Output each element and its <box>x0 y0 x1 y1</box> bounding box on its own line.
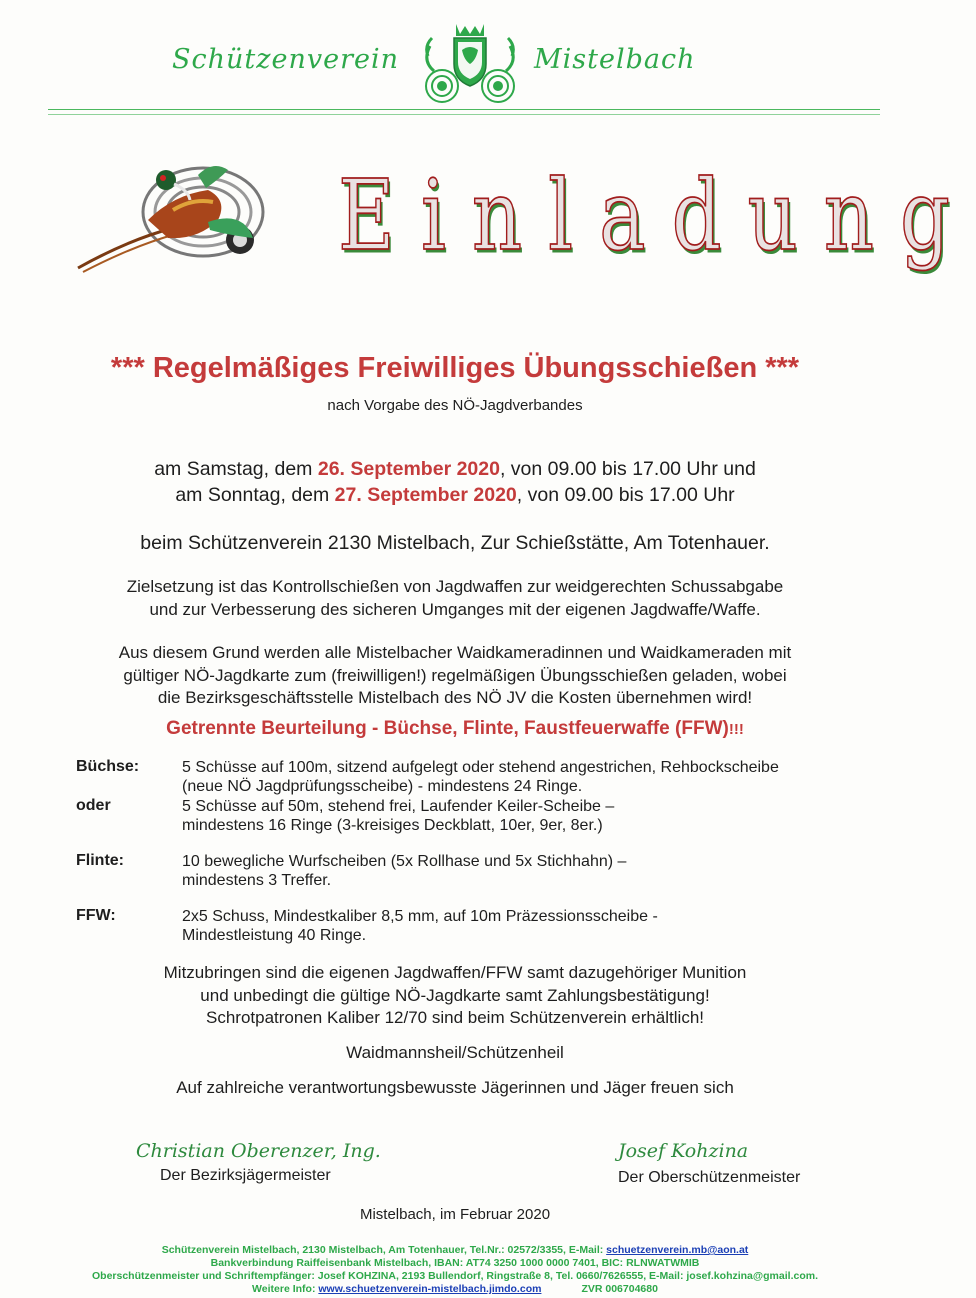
reason-line: gültiger NÖ-Jagdkarte zum (freiwilligen!) regelmäßigen Übungsschießen geladen, wobei <box>123 665 787 685</box>
signature-right-role: Der Oberschützenmeister <box>618 1169 801 1186</box>
rule-line: Mindestleistung 40 Ringe. <box>182 927 367 944</box>
closing-line: Auf zahlreiche verantwortungsbewusste Jägerinnen und Jäger freuen sich <box>176 1078 734 1097</box>
assessment-heading-suffix: !!! <box>728 721 744 738</box>
goal-line: Zielsetzung ist das Kontrollschießen von Jagdwaffen zur weidgerechten Schussabgabe <box>126 577 784 596</box>
rule-line: (neue NÖ Jagdprüfungsscheibe) - mindestens 24 Ringe. <box>182 778 583 795</box>
footer-line-bank: Bankverbindung Raiffeisenbank Mistelbach, IBAN: AT74 3250 1000 0000 7401, BIC: RLNWATWMIB <box>210 1257 700 1269</box>
rule-line: 10 bewegliche Wurfscheiben (5x Rollhase und 5x Stichhahn) – <box>182 853 627 870</box>
date-saturday: 26. September 2020 <box>317 458 500 480</box>
footer-website-link[interactable]: www.schuetzenverein-mistelbach.jimdo.com <box>318 1283 542 1295</box>
bring-line: Mitzubringen sind die eigenen Jagdwaffen/FFW samt dazugehöriger Munition <box>163 963 747 982</box>
event-subheadline: nach Vorgabe des NÖ-Jagdverbandes <box>327 397 583 414</box>
rule-label-oder: oder <box>76 797 111 814</box>
reason-line: Aus diesem Grund werden alle Mistelbacher Waidkameradinnen und Waidkameraden mit <box>118 643 792 662</box>
rule-label-buechse: Büchse: <box>76 758 140 775</box>
date-prefix: am Sonntag, dem <box>175 484 335 506</box>
signature-left: Christian Oberenzer, Ing. <box>136 1140 381 1162</box>
rule-label-flinte: Flinte: <box>76 852 124 869</box>
date-prefix: am Samstag, dem <box>154 458 318 480</box>
place-date: Mistelbach, im Februar 2020 <box>359 1206 551 1223</box>
rule-text-flinte <box>182 852 882 890</box>
event-dates <box>0 456 910 508</box>
page-title: Einladung <box>338 160 976 273</box>
bring-paragraph <box>0 962 910 1030</box>
footer-zvr: ZVR 006704680 <box>581 1283 658 1295</box>
footer-line-contact <box>0 1244 910 1257</box>
date-line-sunday <box>0 482 910 508</box>
goal-line: und zur Verbesserung des sicheren Umganges mit der eigenen Jagdwaffe/Waffe. <box>149 599 761 619</box>
rule-text-buechse <box>182 758 882 796</box>
footer-email-link[interactable]: schuetzenverein.mb@aon.at <box>606 1244 749 1256</box>
rule-line: mindestens 3 Treffer. <box>182 872 332 889</box>
reason-line: die Bezirksgeschäftsstelle Mistelbach des NÖ JV die Kosten übernehmen wird! <box>157 688 753 707</box>
club-name-right: Mistelbach <box>534 44 696 75</box>
footer-line-contact-person: Oberschützenmeister und Schriftempfänger: Josef KOHZINA, 2193 Bullendorf, Ringstraße 8, Tel. 0660/7626555, E-Mail: josef.kohzina@gmail.com. <box>92 1270 818 1282</box>
rule-line: mindestens 16 Ringe (3-kreisiges Deckblatt, 10er, 9er, 8er.) <box>182 817 603 834</box>
bring-line: und unbedingt die gültige NÖ-Jagdkarte samt Zahlungsbestätigung! <box>200 985 710 1005</box>
reason-paragraph <box>0 642 910 710</box>
club-name-left: Schützenverein <box>172 44 399 75</box>
date-suffix: , von 09.00 bis 17.00 Uhr <box>516 484 735 506</box>
footer-line-info <box>0 1283 910 1296</box>
rule-line: 5 Schüsse auf 50m, stehend frei, Laufender Keiler-Scheibe – <box>182 798 615 815</box>
assessment-heading-text: Getrennte Beurteilung - Büchse, Flinte, Faustfeuerwaffe (FFW) <box>166 718 729 739</box>
pheasant-target-illustration <box>78 150 278 280</box>
date-suffix: , von 09.00 bis 17.00 Uhr und <box>499 458 756 480</box>
greeting: Waidmannsheil/Schützenheil <box>346 1043 564 1062</box>
club-crest-emblem <box>420 16 520 106</box>
event-location: beim Schützenverein 2130 Mistelbach, Zur Schießstätte, Am Totenhauer. <box>140 532 770 554</box>
signature-left-role: Der Bezirksjägermeister <box>160 1167 331 1184</box>
rule-text-ffw <box>182 907 882 945</box>
header-divider <box>48 109 880 110</box>
goal-paragraph <box>0 576 910 621</box>
rule-line: 2x5 Schuss, Mindestkaliber 8,5 mm, auf 10m Präzessionsscheibe - <box>182 908 658 925</box>
signature-right: Josef Kohzina <box>618 1140 749 1162</box>
assessment-heading <box>0 718 910 740</box>
footer <box>0 1244 910 1296</box>
header-divider-thin <box>48 114 880 115</box>
rule-label-ffw: FFW: <box>76 907 116 924</box>
date-line-saturday <box>0 456 910 482</box>
bring-line: Schrotpatronen Kaliber 12/70 sind beim Schützenverein erhältlich! <box>205 1008 704 1027</box>
rule-line: 5 Schüsse auf 100m, sitzend aufgelegt oder stehend angestrichen, Rehbockscheibe <box>182 759 779 776</box>
rule-text-oder <box>182 797 882 835</box>
event-headline: *** Regelmäßiges Freiwilliges Übungsschießen *** <box>110 352 800 384</box>
date-sunday: 27. September 2020 <box>334 484 517 506</box>
footer-info-label: Weitere Info: <box>252 1283 319 1295</box>
footer-contact-text: Schützenverein Mistelbach, 2130 Mistelbach, Am Totenhauer, Tel.Nr.: 02572/3355, E-Mail: <box>161 1244 607 1256</box>
